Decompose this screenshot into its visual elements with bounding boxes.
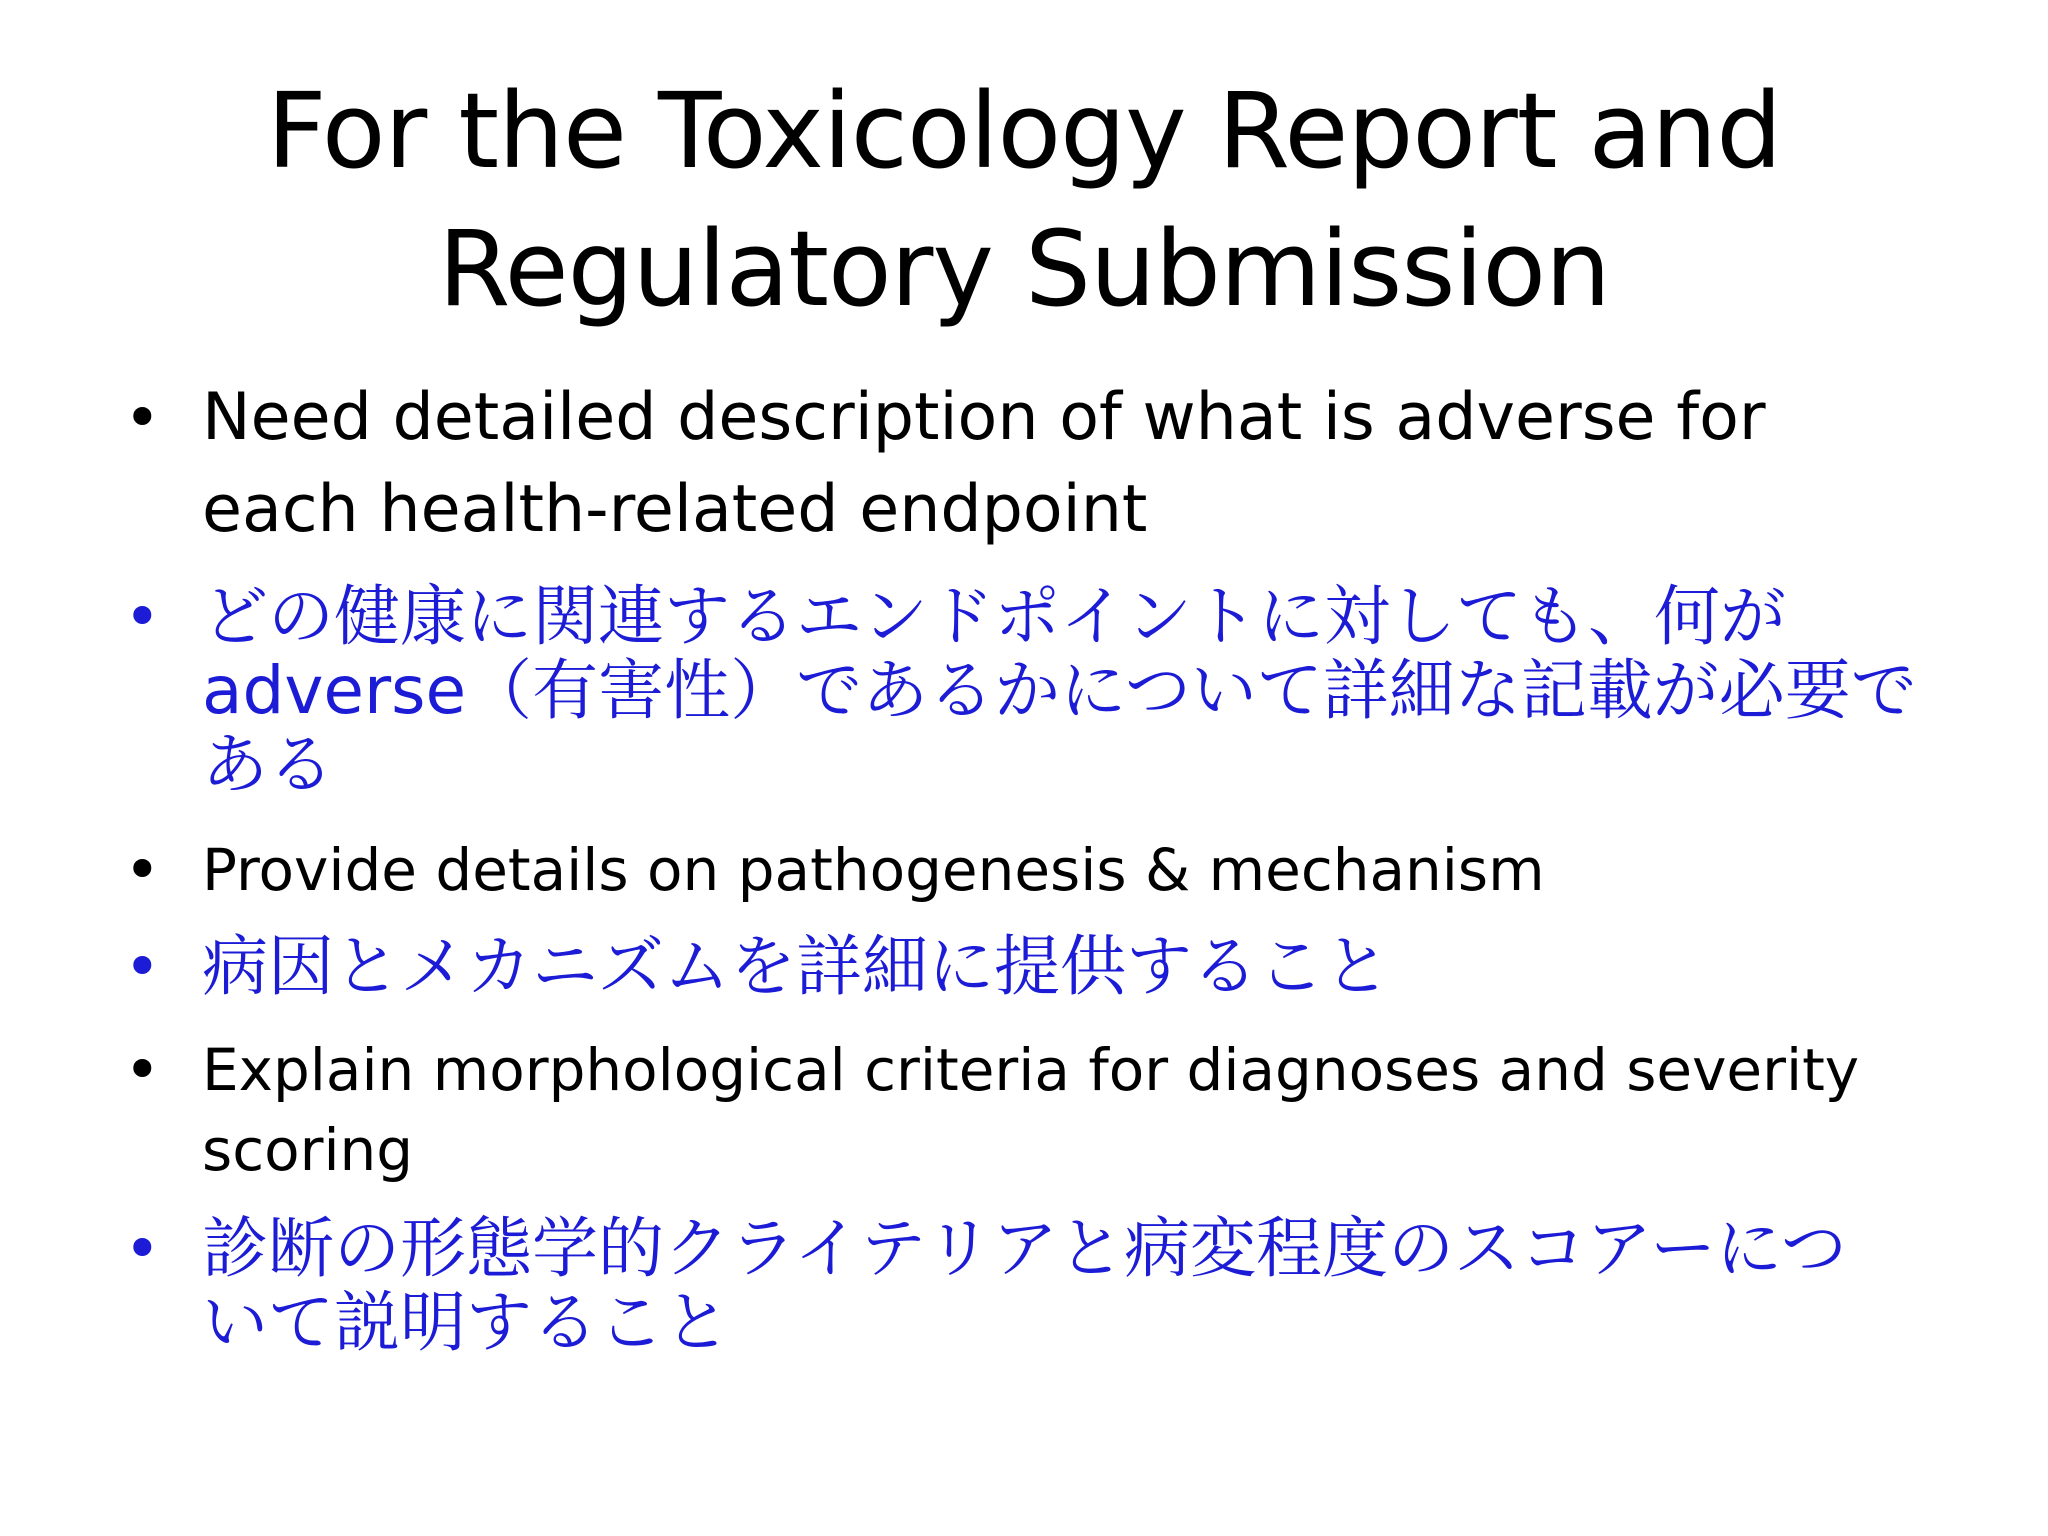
bullet-text-line: scoring [202,1116,414,1184]
bullet-dot: • [124,1212,161,1285]
slide-title-line-2: Regulatory Submission [438,208,1610,330]
bullet-text-line: どの健康に関連するエンドポイントに対しても、何が [202,578,1786,655]
bullet-text [202,930,1992,1004]
bullet-dot: • [124,833,161,906]
bullet-text-line: いて説明すること [202,1284,730,1361]
bullet-dot: • [124,580,161,653]
bullet-text-line: ある [202,726,334,803]
bullet-text [202,1212,1992,1360]
bullet-text-line: each health-related endpoint [202,472,1148,547]
bullet-text [202,1030,1992,1190]
bullet-dot: • [124,381,161,454]
bullet-dot: • [124,1033,161,1106]
bullet-text [202,580,1992,802]
bullet-text-line: adverse（有害性）であるかについて詳細な記載が必要で [202,652,1917,729]
bullet-dot: • [124,930,161,1003]
bullet-text [202,372,1992,556]
bullet-text [202,830,1992,910]
bullet-text-line: Explain morphological criteria for diagnoses and severity [202,1036,1860,1104]
bullet-text-line: Need detailed description of what is adverse for [202,380,1766,455]
bullet-text-line: 診断の形態学的クライテリアと病変程度のスコアーにつ [202,1210,1847,1287]
slide-title-line-1: For the Toxicology Report and [266,70,1782,192]
bullet-text-line: 病因とメカニズムを詳細に提供すること [202,928,1390,1005]
bullet-text-line: Provide details on pathogenesis & mechanism [202,836,1545,904]
